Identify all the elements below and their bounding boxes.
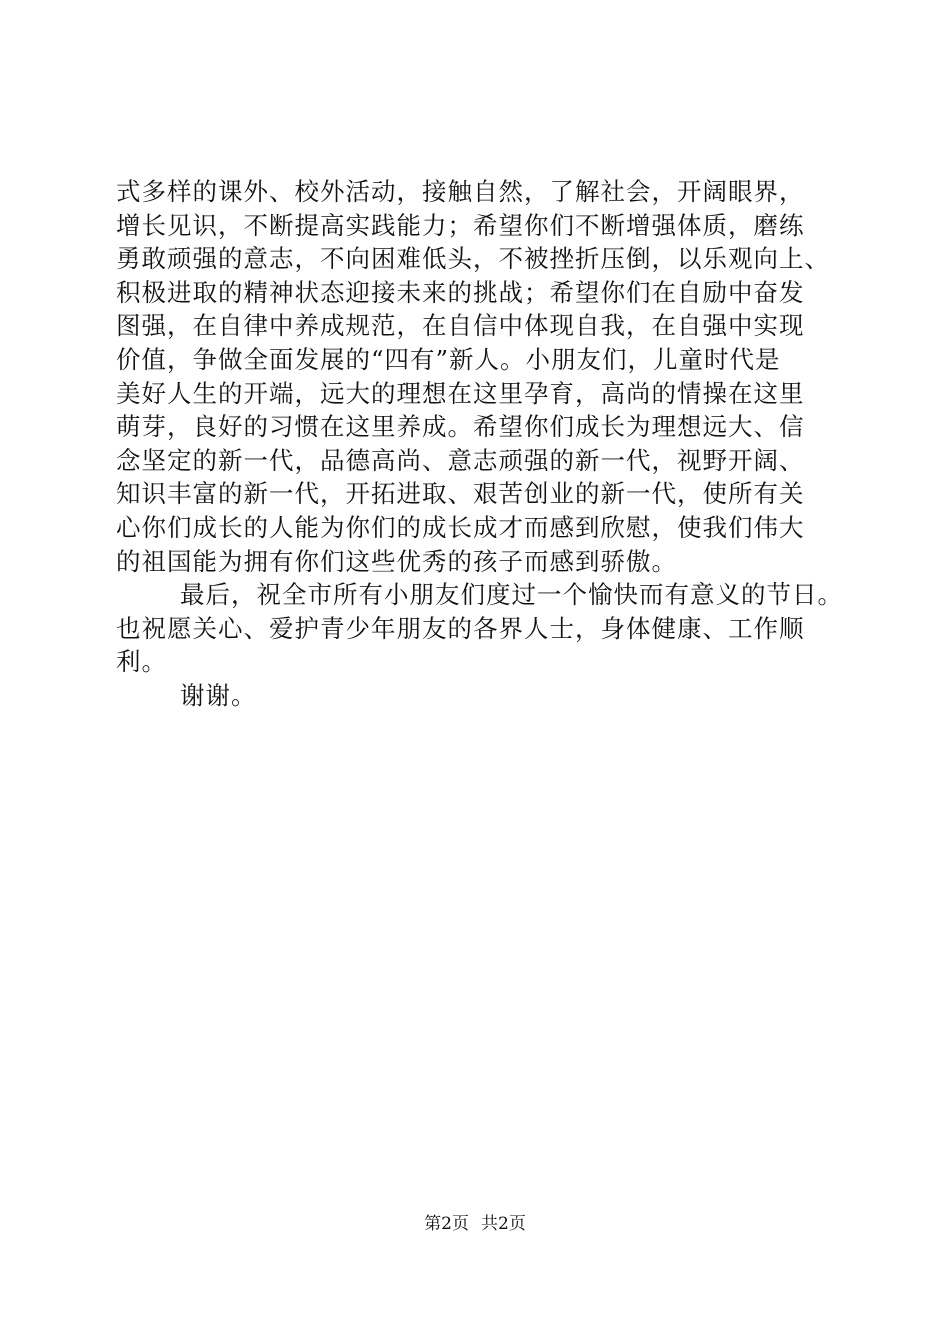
thanks-line: 谢谢。 <box>180 680 257 710</box>
paragraph-line: 心你们成长的人能为你们的成长成才而感到欣慰，使我们伟大 <box>116 512 805 542</box>
paragraph-line: 图强，在自律中养成规范，在自信中体现自我，在自强中实现 <box>116 311 805 341</box>
paragraph-line: 萌芽，良好的习惯在这里养成。希望你们成长为理想远大、信 <box>116 412 805 442</box>
page-number-current: 第2页 <box>424 1214 469 1234</box>
paragraph-line: 价值，争做全面发展的“四有”新人。小朋友们，儿童时代是 <box>116 344 781 374</box>
paragraph-line: 知识丰富的新一代，开拓进取、艰苦创业的新一代，使所有关 <box>116 479 805 509</box>
paragraph-line: 勇敢顽强的意志，不向困难低头，不被挫折压倒，以乐观向上、 <box>116 244 830 274</box>
paragraph-line: 的祖国能为拥有你们这些优秀的孩子而感到骄傲。 <box>116 546 677 576</box>
paragraph-line: 美好人生的开端，远大的理想在这里孕育，高尚的情操在这里 <box>116 378 805 408</box>
paragraph-line: 积极进取的精神状态迎接未来的挑战；希望你们在自励中奋发 <box>116 277 805 307</box>
closing-paragraph-line: 也祝愿关心、爱护青少年朋友的各界人士，身体健康、工作顺 <box>116 613 805 643</box>
speech-body <box>116 175 856 713</box>
closing-paragraph-line: 最后，祝全市所有小朋友们度过一个愉快而有意义的节日。 <box>180 580 843 610</box>
paragraph-line: 式多样的课外、校外活动，接触自然，了解社会，开阔眼界， <box>116 177 805 206</box>
page-footer <box>0 1214 950 1234</box>
page-number-total: 共2页 <box>481 1214 526 1234</box>
closing-paragraph-line: 利。 <box>116 647 167 677</box>
paragraph-line: 念坚定的新一代，品德高尚、意志顽强的新一代，视野开阔、 <box>116 445 805 475</box>
paragraph-line: 增长见识，不断提高实践能力；希望你们不断增强体质，磨练 <box>116 210 805 240</box>
